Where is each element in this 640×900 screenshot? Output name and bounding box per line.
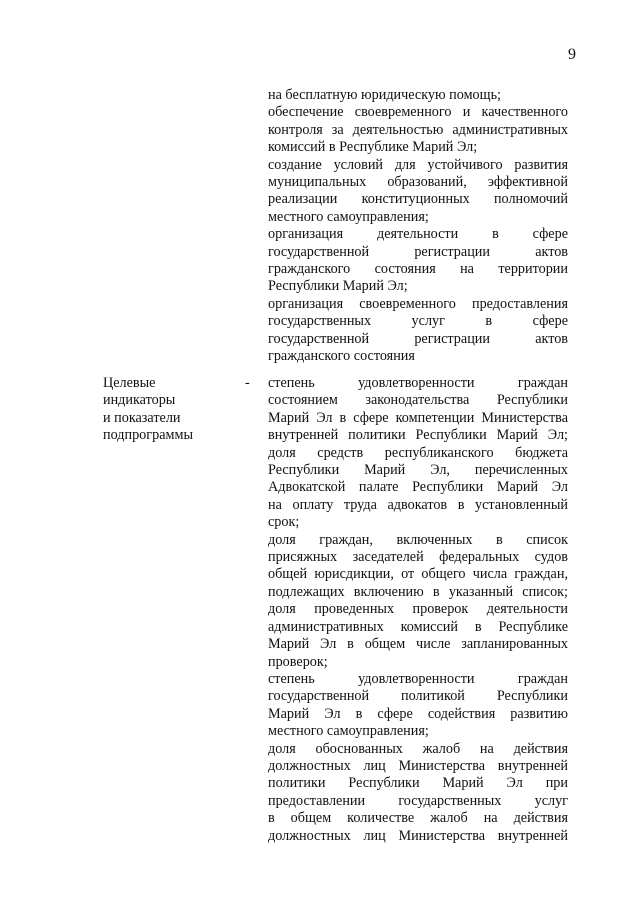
top-text-block xyxy=(268,87,568,366)
text-line: внутренней политики Республики Марий Эл; xyxy=(268,427,568,444)
indicators-label xyxy=(103,375,193,445)
text-line: муниципальных образований, эффективной xyxy=(268,174,568,191)
text-line: в общем количестве жалоб на действия xyxy=(268,810,568,827)
text-line: контроля за деятельностью административных xyxy=(268,121,568,138)
text-line: государственной политикой Республики xyxy=(268,688,568,705)
text-line: подлежащих включению в указанный список; xyxy=(268,583,568,600)
text-line: на бесплатную юридическую помощь; xyxy=(268,87,501,103)
text-line: гражданского состояния на территории xyxy=(268,261,568,278)
label-line: подпрограммы xyxy=(103,427,193,444)
text-line: состоянием законодательства Республики xyxy=(268,392,568,409)
text-line: Республики Марий Эл; xyxy=(268,278,408,295)
label-line: и показатели xyxy=(103,409,181,426)
text-line: организация своевременного предоставления xyxy=(268,295,568,312)
text-line: гражданского состояния xyxy=(268,348,415,365)
text-line: Республики Марий Эл, перечисленных xyxy=(268,462,568,479)
text-line: срок; xyxy=(268,514,300,531)
text-line: местного самоуправления; xyxy=(268,723,429,740)
page-number: 9 xyxy=(568,46,576,63)
text-line: организация деятельности в сфере xyxy=(268,226,568,243)
indicators-dash: - xyxy=(245,375,250,391)
text-line: обеспечение своевременного и качественного xyxy=(268,104,568,121)
text-line: комиссий в Республике Марий Эл; xyxy=(268,139,478,156)
text-line: политики Республики Марий Эл при xyxy=(268,775,568,792)
text-line: создание условий для устойчивого развития xyxy=(268,156,568,173)
text-line: Адвокатской палате Республики Марий Эл xyxy=(268,479,568,496)
text-line: присяжных заседателей федеральных судов xyxy=(268,549,568,566)
text-line: государственных услуг в сфере xyxy=(268,313,568,330)
text-line: местного самоуправления; xyxy=(268,208,429,225)
text-line: должностных лиц Министерства внутренней xyxy=(268,827,568,844)
text-line: доля средств республиканского бюджета xyxy=(268,444,568,461)
text-line: степень удовлетворенности граждан xyxy=(268,670,568,687)
text-line: предоставлении государственных услуг xyxy=(268,792,568,809)
text-line: административных комиссий в Республике xyxy=(268,618,568,635)
label-line: Целевые xyxy=(103,375,156,391)
indicators-text-block xyxy=(268,375,568,845)
text-line: Марий Эл в сфере содействия развитию xyxy=(268,705,568,722)
label-line: индикаторы xyxy=(103,392,176,409)
text-line: Марий Эл в общем числе запланированных xyxy=(268,636,568,653)
text-line: Марий Эл в сфере компетенции Министерства xyxy=(268,409,568,426)
text-line: общей юрисдикции, от общего числа граждан, xyxy=(268,566,568,583)
text-line: государственной регистрации актов xyxy=(268,243,568,260)
text-line: должностных лиц Министерства внутренней xyxy=(268,757,568,774)
text-line: доля обоснованных жалоб на действия xyxy=(268,740,568,757)
text-line: степень удовлетворенности граждан xyxy=(268,375,568,391)
text-line: на оплату труда адвокатов в установленный xyxy=(268,496,568,513)
text-line: проверок; xyxy=(268,653,328,670)
text-line: доля проведенных проверок деятельности xyxy=(268,601,568,618)
text-line: доля граждан, включенных в список xyxy=(268,531,568,548)
text-line: реализации конституционных полномочий xyxy=(268,191,568,208)
text-line: государственной регистрации актов xyxy=(268,330,568,347)
